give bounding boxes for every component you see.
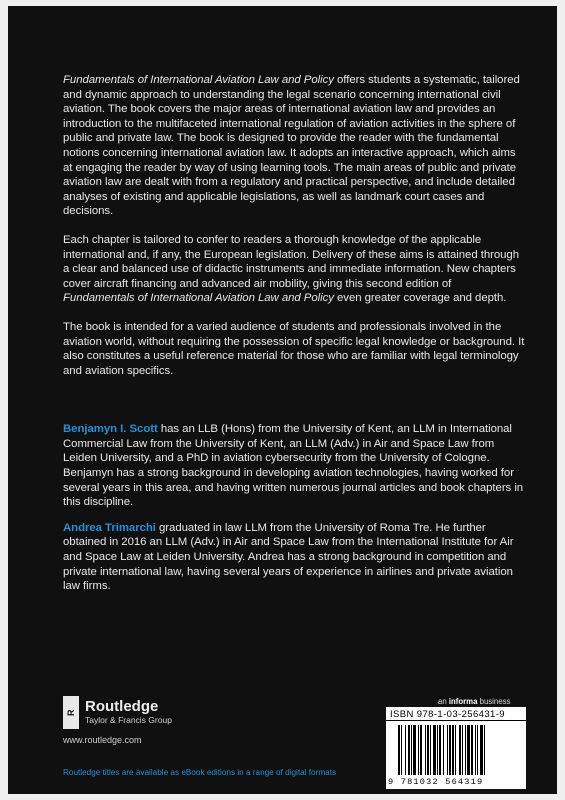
barcode-stripe: [439, 725, 441, 775]
barcode-stripe: [462, 725, 463, 775]
logo-letter: R: [66, 709, 76, 716]
barcode-icon: [398, 725, 516, 777]
informa-business-tag: [438, 697, 510, 706]
barcode-stripe: [427, 725, 429, 775]
author-bio-text: graduated in law LLM from the University of Roma Tre. He further obtained in 2016 an LLM (Adv.) in Air and Space Law from the International Institute for Air and Space Law at Leiden University. Andrea has a strong background in competition and private international law, having several years of experience in airlines and private aviation law firms.: [63, 521, 514, 593]
barcode-stripe: [471, 725, 473, 775]
barcode-stripe: [398, 725, 400, 775]
book-title-italic: Fundamentals of International Aviation Law and Policy: [63, 292, 334, 305]
barcode-stripe: [420, 725, 422, 775]
barcode-stripe: [449, 725, 451, 775]
barcode-digits: 9 781032 564319: [388, 777, 484, 787]
publisher-block: [63, 696, 172, 745]
informa-prefix: an: [438, 697, 449, 706]
barcode-stripe: [455, 725, 456, 775]
description-text: even greater coverage and depth.: [333, 292, 507, 305]
barcode-stripe: [452, 725, 454, 775]
author-bios: [63, 422, 525, 594]
barcode-stripe: [405, 725, 406, 775]
ebook-notice: Routledge titles are available as eBook editions in a range of digital formats: [63, 768, 337, 777]
author-bio: [63, 521, 525, 594]
barcode-stripe: [480, 725, 483, 775]
barcode-stripe: [475, 725, 476, 775]
description-text: offers students a systematic, tailored and dynamic approach to understanding the legal scenario concerning international civil aviation. The book covers the major areas of international aviation law and provides an introduction to the multifaceted international regulation of aviation activities in the sphere of public and private law. The book is designed to provide the reader with the fundamental notions concerning international aviation law. It adopts an interactive approach, which aims at engaging the reader by way of using learning tools. The main areas of public and private aviation law are dealt with from a regulatory and practical perspective, and include detailed analyses of existing and applicable legislations, as well as landmark court cases and decisions.: [63, 74, 520, 218]
description-paragraph-1: [63, 73, 525, 219]
description-paragraph-3: The book is intended for a varied audience of students and professionals involved in the aviation world, without requiring the possession of specific legal knowledge or background. It also constitutes a useful reference material for those who are familiar with legal terminology and aviation specifics.: [63, 320, 525, 377]
isbn-divider: [386, 720, 526, 721]
publisher-name: Routledge: [85, 698, 159, 715]
routledge-logo-icon: [63, 696, 79, 729]
barcode-stripe: [467, 725, 470, 775]
publisher-group: Taylor & Francis Group: [85, 715, 172, 725]
publisher-logo: [63, 696, 172, 729]
informa-suffix: business: [477, 697, 511, 706]
barcode-stripe: [437, 725, 438, 775]
barcode-stripe: [430, 725, 431, 775]
author-name: Benjamyn I. Scott: [63, 423, 158, 436]
informa-brand: informa: [448, 697, 478, 706]
barcode-stripe: [443, 725, 444, 775]
publisher-website: www.routledge.com: [63, 735, 142, 745]
barcode-stripe: [447, 725, 448, 775]
barcode-stripe: [459, 725, 461, 775]
author-name: Andrea Trimarchi: [63, 521, 156, 534]
barcode-stripe: [418, 725, 419, 775]
barcode-stripe: [484, 725, 485, 775]
description-paragraph-2: [63, 233, 525, 306]
barcode-stripe: [425, 725, 426, 775]
blurb: [63, 73, 525, 605]
barcode-stripe: [477, 725, 478, 775]
back-cover: [8, 6, 557, 794]
description-text: Each chapter is tailored to confer to readers a thorough knowledge of the applicable international and, if any, the European legislation. Delivery of these aims is attained through a clear and balanced use of didactic instruments and immediate information. New chapters cover aircraft financing and advanced air mobility, giving this second edition of: [63, 233, 520, 290]
isbn-barcode: [386, 707, 526, 789]
barcode-stripe: [401, 725, 402, 775]
barcode-stripe: [465, 725, 466, 775]
barcode-stripe: [433, 725, 436, 775]
author-bio-text: has an LLB (Hons) from the University of Kent, an LLM in International Commercial Law from the University of Kent, an LLM (Adv.) in Air and Space Law from Leiden University, and a PhD in aviation cybersecurity from the University of Cologne. Benjamyn has a strong background in developing aviation technologies, having worked for several years in this area, and having written numerous journal articles and book chapters in this discipline.: [63, 423, 524, 509]
isbn-text: ISBN 978-1-03-256431-9: [390, 709, 505, 720]
author-bio: [63, 422, 525, 510]
book-title-italic: Fundamentals of International Aviation Law and Policy: [63, 74, 334, 86]
barcode-stripe: [411, 725, 412, 775]
barcode-stripe: [408, 725, 410, 775]
barcode-stripe: [413, 725, 416, 775]
